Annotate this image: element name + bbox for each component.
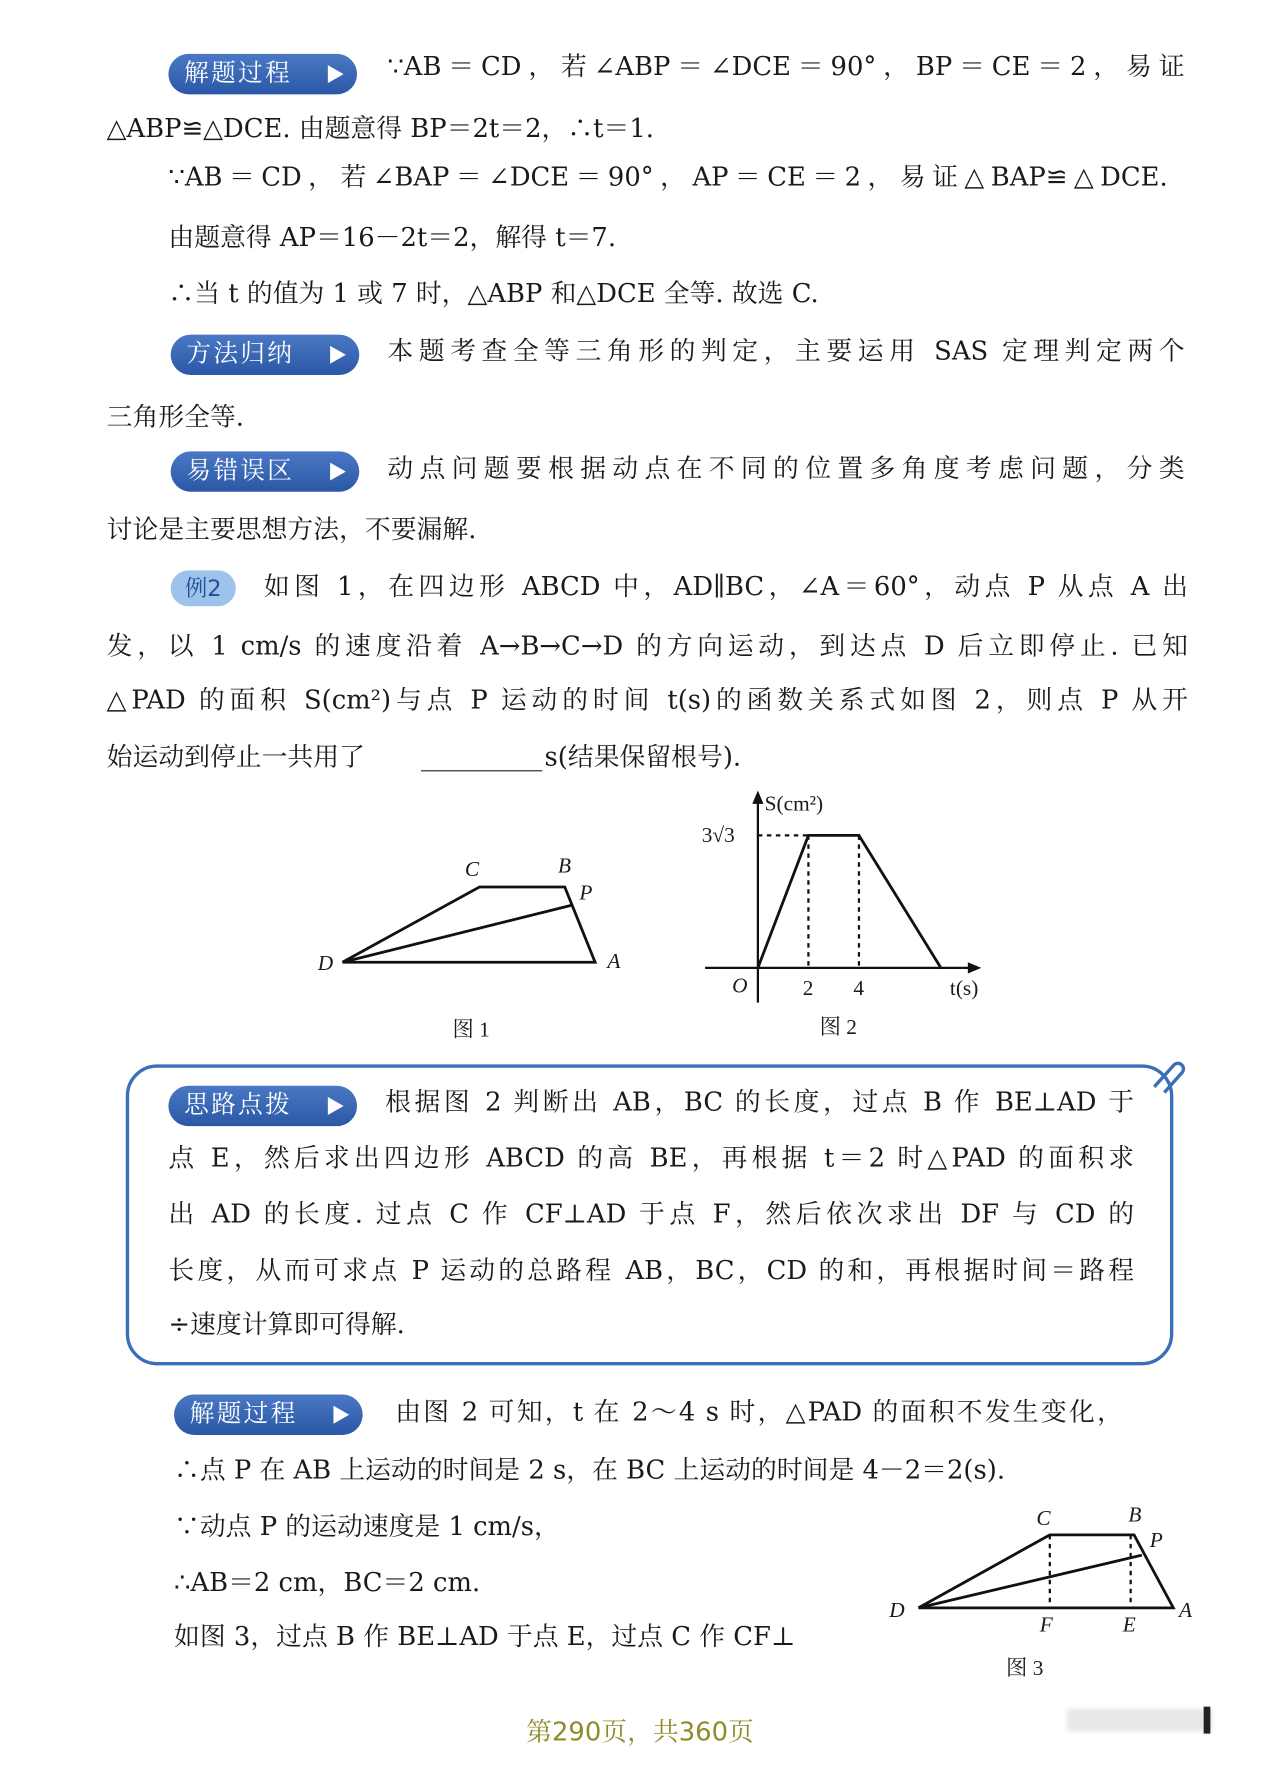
text-line: ∵AB＝CD，若∠BAP＝∠DCE＝90°，AP＝CE＝2，易证△BAP≌△DCE. <box>168 162 1168 192</box>
page-indicator: 第290页，共360页 <box>526 1717 754 1748</box>
figure-caption: 图 1 <box>452 1018 490 1042</box>
x-axis-label: t(s) <box>949 976 979 1001</box>
point-label-c: C <box>1036 1506 1051 1531</box>
text-line: 长度，从而可求点 P 运动的总路程 AB，BC，CD 的和，再根据时间＝路程 <box>168 1256 1135 1286</box>
text-line: ∵AB＝CD，若∠ABP＝∠DCE＝90°，BP＝CE＝2，易证 <box>387 52 1185 82</box>
text-line: 出 AD 的长度. 过点 C 作 CF⊥AD 于点 F，然后依次求出 DF 与 CD 的 <box>168 1200 1135 1230</box>
point-label-f: F <box>1039 1613 1053 1638</box>
text-line: 始运动到停止一共用了 <box>106 743 365 773</box>
figure-caption: 图 3 <box>1006 1657 1044 1681</box>
badge-label: 思路点拨 <box>184 1091 292 1120</box>
text-line: 本题考查全等三角形的判定，主要运用 SAS 定理判定两个 <box>387 336 1185 367</box>
x-tick-label: 4 <box>853 976 864 1001</box>
point-label-p: P <box>1149 1529 1163 1553</box>
point-label-p: P <box>579 881 593 905</box>
point-label-a: A <box>607 949 621 974</box>
point-label-d: D <box>889 1598 905 1623</box>
segment-dp <box>918 1555 1141 1608</box>
text-line: 由图 2 可知，t 在 2～4 s 时，△PAD 的面积不发生变化， <box>395 1397 1123 1428</box>
text-line: 如图 3，过点 B 作 BE⊥AD 于点 E，过点 C 作 CF⊥ <box>174 1622 796 1652</box>
text-line: 讨论是主要思想方法，不要漏解. <box>106 515 477 545</box>
text-line: 如图 1，在四边形 ABCD 中，AD∥BC，∠A＝60°，动点 P 从点 A 出 <box>263 572 1188 602</box>
example-badge: 例2 <box>171 570 236 606</box>
y-axis-label: S(cm²) <box>764 792 824 817</box>
badge-label: 易错误区 <box>186 456 295 486</box>
blurred-artifact <box>1067 1709 1213 1731</box>
text-line: 由题意得 AP＝16－2t＝2，解得 t＝7. <box>168 223 617 253</box>
point-label-b: B <box>558 854 572 879</box>
point-label-b: B <box>1128 1503 1142 1528</box>
y-tick-label: 3√3 <box>701 824 735 848</box>
point-label-a: A <box>1178 1598 1192 1623</box>
badge-label: 方法归纳 <box>186 340 295 369</box>
text-line: ∴当 t 的值为 1 或 7 时，△ABP 和△DCE 全等. 故选 C. <box>168 279 819 309</box>
figure-caption: 图 2 <box>819 1016 857 1040</box>
badge-label: 解题过程 <box>189 1400 298 1429</box>
text-line: 动点问题要根据动点在不同的位置多角度考虑问题，分类 <box>387 454 1185 484</box>
text-line: ∵动点 P 的运动速度是 1 cm/s， <box>174 1512 560 1542</box>
point-label-c: C <box>464 857 480 882</box>
text-line: ∴AB＝2 cm，BC＝2 cm. <box>174 1568 481 1598</box>
text-line: ∴点 P 在 AB 上运动的时间是 2 s，在 BC 上运动的时间是 4－2＝2(s). <box>174 1456 1006 1486</box>
badge-label: 解题过程 <box>184 59 292 88</box>
text-line: ÷速度计算即可得解. <box>168 1310 405 1340</box>
origin-label: O <box>732 974 748 999</box>
text-line: 根据图 2 判断出 AB，BC 的长度，过点 B 作 BE⊥AD 于 <box>385 1087 1135 1118</box>
x-tick-label: 2 <box>802 976 814 1001</box>
text-line: △PAD 的面积 S(cm²)与点 P 运动的时间 t(s)的函数关系式如图 2，则点 P 从开 <box>106 686 1188 716</box>
point-label-d: D <box>317 952 334 976</box>
point-label-e: E <box>1122 1613 1136 1638</box>
text-line: 发，以 1 cm/s 的速度沿着 A→B→C→D 的方向运动，到达点 D 后立即停止. 已知 <box>106 632 1188 662</box>
quadrilateral-abcd <box>918 1535 1173 1608</box>
text-line: △ABP≌△DCE. 由题意得 BP＝2t＝2，∴t＝1. <box>106 114 655 144</box>
text-line: 三角形全等. <box>106 403 244 433</box>
text-line: 点 E，然后求出四边形 ABCD 的高 BE，再根据 t＝2 时△PAD 的面积求 <box>168 1144 1135 1174</box>
text-line: s(结果保留根号). <box>544 743 742 773</box>
scroll-marker <box>1204 1707 1211 1734</box>
